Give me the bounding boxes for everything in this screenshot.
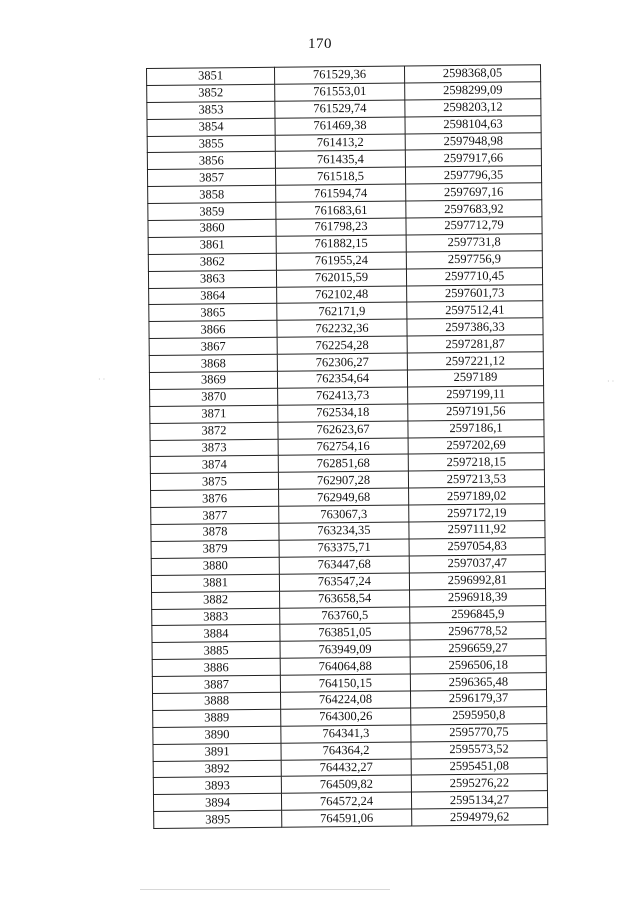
point-number-cell: 3883: [152, 608, 280, 626]
x-coordinate-cell: 763658,54: [280, 590, 410, 608]
y-coordinate-cell: 2597710,45: [406, 267, 542, 285]
point-number-cell: 3894: [153, 794, 281, 812]
point-number-cell: 3853: [147, 101, 275, 119]
x-coordinate-cell: 761882,15: [276, 235, 406, 253]
y-coordinate-cell: 2597948,98: [405, 132, 541, 150]
coordinates-table-body: [147, 65, 548, 829]
point-number-cell: 3877: [151, 506, 279, 524]
coordinates-table: [146, 64, 548, 829]
point-number-cell: 3861: [148, 236, 276, 254]
x-coordinate-cell: 762232,36: [277, 319, 407, 337]
x-coordinate-cell: 762306,27: [277, 353, 407, 371]
x-coordinate-cell: 763234,35: [279, 522, 409, 540]
y-coordinate-cell: 2597697,16: [406, 183, 542, 201]
y-coordinate-cell: 2597213,53: [408, 470, 544, 488]
x-coordinate-cell: 761553,01: [275, 83, 405, 101]
point-number-cell: 3864: [149, 287, 277, 305]
point-number-cell: 3895: [154, 810, 282, 828]
x-coordinate-cell: 761683,61: [276, 201, 406, 219]
scan-speck: · ·: [98, 375, 106, 384]
y-coordinate-cell: 2597756,9: [406, 251, 542, 269]
y-coordinate-cell: 2597601,73: [407, 284, 543, 302]
x-coordinate-cell: 764341,3: [281, 725, 411, 743]
y-coordinate-cell: 2597054,83: [409, 538, 545, 556]
point-number-cell: 3856: [147, 152, 275, 170]
x-coordinate-cell: 764224,08: [280, 691, 410, 709]
x-coordinate-cell: 761413,2: [275, 134, 405, 152]
x-coordinate-cell: 764509,82: [281, 775, 411, 793]
y-coordinate-cell: 2595573,52: [411, 740, 547, 758]
point-number-cell: 3871: [150, 405, 278, 423]
y-coordinate-cell: 2597512,41: [407, 301, 543, 319]
x-coordinate-cell: 761798,23: [276, 218, 406, 236]
x-coordinate-cell: 762623,67: [278, 421, 408, 439]
y-coordinate-cell: 2597917,66: [405, 149, 541, 167]
x-coordinate-cell: 762754,16: [278, 438, 408, 456]
point-number-cell: 3880: [151, 557, 279, 575]
x-coordinate-cell: 761529,74: [275, 100, 405, 118]
x-coordinate-cell: 763375,71: [279, 539, 409, 557]
point-number-cell: 3891: [153, 743, 281, 761]
page-number: 170: [308, 36, 332, 52]
x-coordinate-cell: 762413,73: [278, 387, 408, 405]
x-coordinate-cell: 763067,3: [279, 505, 409, 523]
point-number-cell: 3860: [148, 219, 276, 237]
point-number-cell: 3873: [150, 439, 278, 457]
point-number-cell: 3866: [149, 321, 277, 339]
y-coordinate-cell: 2597186,1: [408, 419, 544, 437]
point-number-cell: 3888: [153, 692, 281, 710]
point-number-cell: 3862: [148, 253, 276, 271]
y-coordinate-cell: 2596659,27: [410, 639, 546, 657]
y-coordinate-cell: 2595451,08: [411, 757, 547, 775]
point-number-cell: 3893: [153, 777, 281, 795]
y-coordinate-cell: 2598203,12: [405, 98, 541, 116]
y-coordinate-cell: 2597172,19: [409, 504, 545, 522]
x-coordinate-cell: 764591,06: [282, 809, 412, 827]
point-number-cell: 3863: [148, 270, 276, 288]
point-number-cell: 3890: [153, 726, 281, 744]
point-number-cell: 3869: [149, 371, 277, 389]
y-coordinate-cell: 2597796,35: [405, 166, 541, 184]
y-coordinate-cell: 2597281,87: [407, 335, 543, 353]
y-coordinate-cell: 2596992,81: [409, 571, 545, 589]
y-coordinate-cell: 2597221,12: [407, 352, 543, 370]
point-number-cell: 3876: [151, 490, 279, 508]
y-coordinate-cell: 2595770,75: [411, 723, 547, 741]
y-coordinate-cell: 2595134,27: [411, 791, 547, 809]
point-number-cell: 3875: [150, 473, 278, 491]
point-number-cell: 3892: [153, 760, 281, 778]
point-number-cell: 3855: [147, 135, 275, 153]
point-number-cell: 3851: [147, 67, 275, 85]
y-coordinate-cell: 2598299,09: [405, 82, 541, 100]
point-number-cell: 3881: [151, 574, 279, 592]
point-number-cell: 3857: [147, 169, 275, 187]
x-coordinate-cell: 762907,28: [278, 471, 408, 489]
y-coordinate-cell: 2598368,05: [404, 65, 540, 83]
y-coordinate-cell: 2597218,15: [408, 453, 544, 471]
x-coordinate-cell: 763851,05: [280, 623, 410, 641]
x-coordinate-cell: 762102,48: [277, 286, 407, 304]
x-coordinate-cell: 761529,36: [274, 66, 404, 84]
y-coordinate-cell: 2596506,18: [410, 656, 546, 674]
point-number-cell: 3884: [152, 625, 280, 643]
x-coordinate-cell: 763447,68: [279, 556, 409, 574]
x-coordinate-cell: 762851,68: [278, 454, 408, 472]
y-coordinate-cell: 2596778,52: [410, 622, 546, 640]
x-coordinate-cell: 761518,5: [275, 167, 405, 185]
x-coordinate-cell: 764064,88: [280, 657, 410, 675]
scan-edge-line: [140, 889, 390, 890]
y-coordinate-cell: 2597386,33: [407, 318, 543, 336]
x-coordinate-cell: 763949,09: [280, 640, 410, 658]
point-number-cell: 3868: [149, 354, 277, 372]
y-coordinate-cell: 2597199,11: [408, 386, 544, 404]
y-coordinate-cell: 2597191,56: [408, 403, 544, 421]
y-coordinate-cell: 2596365,48: [410, 673, 546, 691]
y-coordinate-cell: 2597202,69: [408, 436, 544, 454]
y-coordinate-cell: 2597683,92: [406, 200, 542, 218]
point-number-cell: 3854: [147, 118, 275, 136]
point-number-cell: 3872: [150, 422, 278, 440]
point-number-cell: 3874: [150, 456, 278, 474]
y-coordinate-cell: 2596845,9: [410, 605, 546, 623]
x-coordinate-cell: 764150,15: [280, 674, 410, 692]
x-coordinate-cell: 761435,4: [275, 150, 405, 168]
point-number-cell: 3858: [148, 185, 276, 203]
x-coordinate-cell: 763760,5: [280, 606, 410, 624]
y-coordinate-cell: 2595950,8: [411, 707, 547, 725]
y-coordinate-cell: 2597189,02: [409, 487, 545, 505]
scan-speck: · ·: [607, 377, 615, 386]
y-coordinate-cell: 2594979,62: [412, 808, 548, 826]
y-coordinate-cell: 2598104,63: [405, 115, 541, 133]
x-coordinate-cell: 762354,64: [277, 370, 407, 388]
x-coordinate-cell: 763547,24: [279, 573, 409, 591]
x-coordinate-cell: 761469,38: [275, 117, 405, 135]
y-coordinate-cell: 2597731,8: [406, 234, 542, 252]
point-number-cell: 3886: [152, 658, 280, 676]
point-number-cell: 3889: [153, 709, 281, 727]
y-coordinate-cell: 2595276,22: [411, 774, 547, 792]
x-coordinate-cell: 762015,59: [276, 269, 406, 287]
point-number-cell: 3878: [151, 523, 279, 541]
x-coordinate-cell: 761594,74: [276, 184, 406, 202]
table-row: [154, 808, 548, 829]
point-number-cell: 3859: [148, 202, 276, 220]
point-number-cell: 3865: [149, 304, 277, 322]
x-coordinate-cell: 764364,2: [281, 742, 411, 760]
y-coordinate-cell: 2597111,92: [409, 521, 545, 539]
y-coordinate-cell: 2597712,79: [406, 217, 542, 235]
x-coordinate-cell: 764572,24: [281, 792, 411, 810]
y-coordinate-cell: 2597037,47: [409, 555, 545, 573]
point-number-cell: 3882: [152, 591, 280, 609]
x-coordinate-cell: 762534,18: [278, 404, 408, 422]
x-coordinate-cell: 764432,27: [281, 759, 411, 777]
point-number-cell: 3870: [150, 388, 278, 406]
point-number-cell: 3887: [152, 675, 280, 693]
x-coordinate-cell: 761955,24: [276, 252, 406, 270]
y-coordinate-cell: 2597189: [407, 369, 543, 387]
point-number-cell: 3879: [151, 540, 279, 558]
x-coordinate-cell: 762171,9: [277, 302, 407, 320]
x-coordinate-cell: 762949,68: [279, 488, 409, 506]
x-coordinate-cell: 762254,28: [277, 336, 407, 354]
y-coordinate-cell: 2596918,39: [410, 588, 546, 606]
point-number-cell: 3852: [147, 84, 275, 102]
point-number-cell: 3885: [152, 642, 280, 660]
x-coordinate-cell: 764300,26: [281, 708, 411, 726]
point-number-cell: 3867: [149, 338, 277, 356]
y-coordinate-cell: 2596179,37: [410, 690, 546, 708]
